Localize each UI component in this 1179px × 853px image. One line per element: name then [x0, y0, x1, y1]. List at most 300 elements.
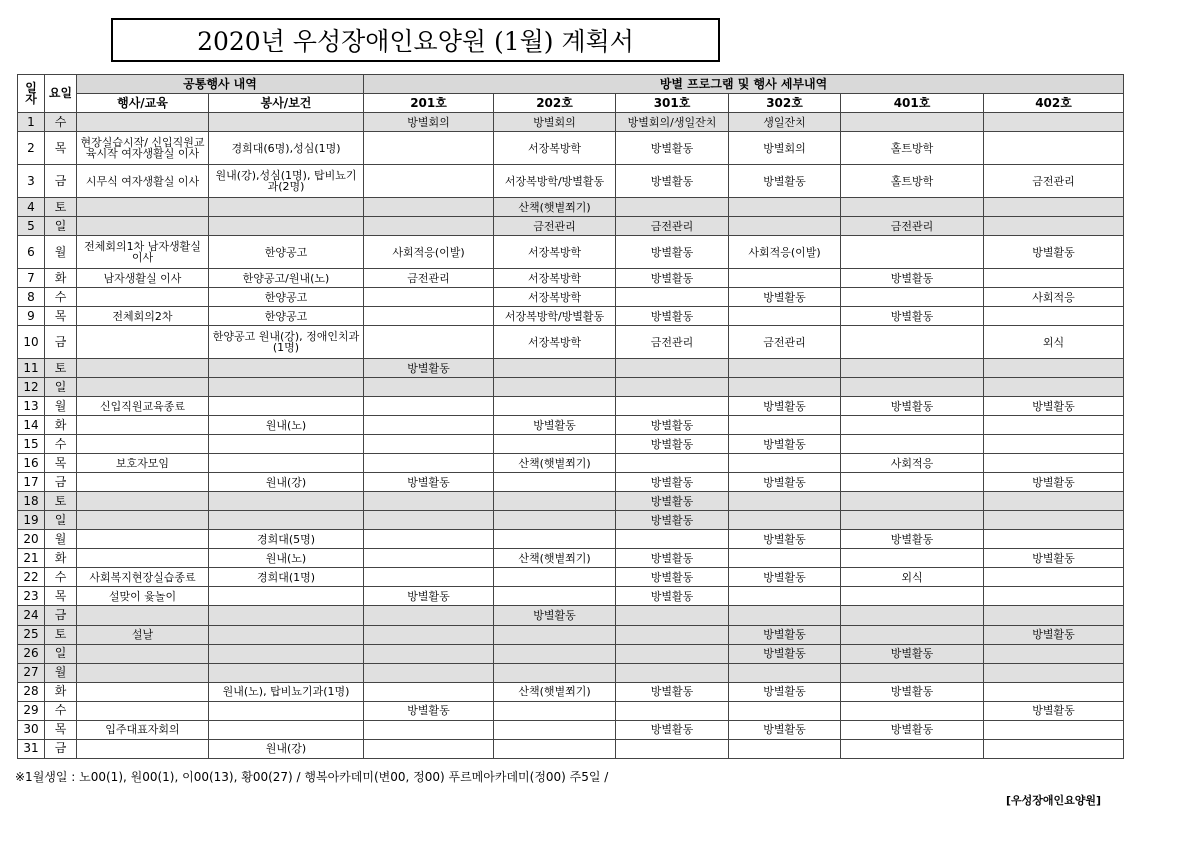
- room-401-cell: 방별활동: [841, 397, 984, 416]
- room-402-cell: [984, 435, 1124, 454]
- volunteer-health-cell: 경희대(5명): [209, 530, 364, 549]
- room-202-cell: 서장복방학: [494, 288, 616, 307]
- room-302-cell: 방별활동: [729, 397, 841, 416]
- room-401-cell: [841, 606, 984, 625]
- room-402-cell: [984, 113, 1124, 132]
- event-edu-cell: [77, 473, 209, 492]
- event-edu-cell: [77, 359, 209, 378]
- table-row: [18, 625, 1124, 644]
- room-201-cell: [364, 625, 494, 644]
- volunteer-health-cell: [209, 625, 364, 644]
- room-302-cell: [729, 416, 841, 435]
- table-row: [18, 606, 1124, 625]
- table-row: [18, 307, 1124, 326]
- weekday-cell: 수: [45, 435, 77, 454]
- room-201-cell: 방별활동: [364, 701, 494, 720]
- room-201-cell: [364, 307, 494, 326]
- room-301-cell: [616, 288, 729, 307]
- weekday-cell: 토: [45, 198, 77, 217]
- room-302-cell: [729, 549, 841, 568]
- room-201-cell: [364, 435, 494, 454]
- weekday-cell: 수: [45, 701, 77, 720]
- room-401-cell: [841, 492, 984, 511]
- room-402-cell: 방별활동: [984, 701, 1124, 720]
- weekday-cell: 토: [45, 625, 77, 644]
- room-202-cell: [494, 530, 616, 549]
- day-cell: 25: [18, 625, 45, 644]
- event-edu-cell: 설맞이 윷놀이: [77, 587, 209, 606]
- room-302-cell: 방별활동: [729, 625, 841, 644]
- event-edu-cell: 남자생활실 이사: [77, 269, 209, 288]
- day-cell: 10: [18, 326, 45, 359]
- room-402-cell: [984, 682, 1124, 701]
- room-401-cell: 방별활동: [841, 307, 984, 326]
- room-402-cell: [984, 739, 1124, 758]
- room-302-cell: [729, 511, 841, 530]
- room-201-cell: [364, 663, 494, 682]
- room-201-cell: 방별활동: [364, 473, 494, 492]
- page-title: [111, 18, 720, 62]
- room-302-cell: [729, 606, 841, 625]
- room-401-cell: [841, 587, 984, 606]
- room-302-cell: 방별활동: [729, 644, 841, 663]
- event-edu-cell: [77, 606, 209, 625]
- room-401-cell: 방별활동: [841, 682, 984, 701]
- weekday-cell: 금: [45, 606, 77, 625]
- event-edu-cell: [77, 378, 209, 397]
- event-edu-cell: 전체회의2차: [77, 307, 209, 326]
- room-302-cell: [729, 359, 841, 378]
- volunteer-health-cell: 원내(강): [209, 473, 364, 492]
- room-302-cell: [729, 269, 841, 288]
- room-301-cell: [616, 625, 729, 644]
- volunteer-health-cell: 한양공고/원내(노): [209, 269, 364, 288]
- weekday-cell: 월: [45, 236, 77, 269]
- room-401-cell: 방별활동: [841, 644, 984, 663]
- room-401-cell: [841, 663, 984, 682]
- room-402-cell: [984, 530, 1124, 549]
- day-cell: 19: [18, 511, 45, 530]
- room-301-cell: 방별활동: [616, 492, 729, 511]
- weekday-cell: 수: [45, 288, 77, 307]
- day-cell: 5: [18, 217, 45, 236]
- weekday-cell: 일: [45, 511, 77, 530]
- volunteer-health-cell: [209, 217, 364, 236]
- room-202-cell: 서장복방학/방별활동: [494, 307, 616, 326]
- room-201-cell: [364, 644, 494, 663]
- room-402-cell: [984, 720, 1124, 739]
- room-301-cell: [616, 644, 729, 663]
- table-row: [18, 113, 1124, 132]
- birthday-footnote: ※1월생일 : 노00(1), 원00(1), 이00(13), 황00(27) / 행복아카데미(변00, 정00) 푸르메아카데미(정00) 주5일 /: [15, 770, 609, 784]
- room-302-cell: [729, 587, 841, 606]
- event-edu-cell: [77, 663, 209, 682]
- weekday-cell: 월: [45, 530, 77, 549]
- room-301-cell: [616, 454, 729, 473]
- room-202-cell: 서장복방학: [494, 269, 616, 288]
- room-302-cell: 방별회의: [729, 132, 841, 165]
- table-row: [18, 549, 1124, 568]
- room-201-cell: 사회적응(이발): [364, 236, 494, 269]
- room-202-cell: [494, 473, 616, 492]
- day-cell: 18: [18, 492, 45, 511]
- room-401-cell: [841, 625, 984, 644]
- room-302-cell: 방별활동: [729, 435, 841, 454]
- room-401-cell: [841, 288, 984, 307]
- volunteer-health-cell: 원내(강),성심(1명), 탑비뇨기과(2명): [209, 165, 364, 198]
- table-row: [18, 739, 1124, 758]
- room-301-cell: [616, 198, 729, 217]
- room-301-cell: [616, 663, 729, 682]
- room-202-cell: 서장복방학/방별활동: [494, 165, 616, 198]
- room-202-cell: [494, 568, 616, 587]
- room-201-cell: [364, 568, 494, 587]
- header-room-202: 202호: [494, 94, 616, 113]
- room-201-cell: [364, 326, 494, 359]
- volunteer-health-cell: [209, 701, 364, 720]
- room-201-cell: [364, 165, 494, 198]
- weekday-cell: 목: [45, 307, 77, 326]
- table-row: [18, 473, 1124, 492]
- room-402-cell: [984, 132, 1124, 165]
- room-202-cell: 서장복방학: [494, 326, 616, 359]
- volunteer-health-cell: [209, 492, 364, 511]
- room-202-cell: 산책(햇볕쬐기): [494, 454, 616, 473]
- volunteer-health-cell: 원내(노): [209, 549, 364, 568]
- room-302-cell: 생일잔치: [729, 113, 841, 132]
- room-302-cell: 방별활동: [729, 682, 841, 701]
- header-event-edu: 행사/교육: [77, 94, 209, 113]
- room-401-cell: [841, 326, 984, 359]
- room-401-cell: 외식: [841, 568, 984, 587]
- day-cell: 17: [18, 473, 45, 492]
- room-201-cell: [364, 416, 494, 435]
- room-201-cell: [364, 198, 494, 217]
- room-301-cell: 방별활동: [616, 511, 729, 530]
- day-cell: 11: [18, 359, 45, 378]
- room-302-cell: [729, 663, 841, 682]
- room-301-cell: [616, 359, 729, 378]
- day-cell: 29: [18, 701, 45, 720]
- room-302-cell: 방별활동: [729, 165, 841, 198]
- weekday-cell: 목: [45, 720, 77, 739]
- volunteer-health-cell: 한양공고: [209, 236, 364, 269]
- header-room-301: 301호: [616, 94, 729, 113]
- weekday-cell: 목: [45, 587, 77, 606]
- room-202-cell: [494, 663, 616, 682]
- table-row: [18, 236, 1124, 269]
- room-202-cell: [494, 625, 616, 644]
- room-301-cell: [616, 378, 729, 397]
- room-401-cell: [841, 701, 984, 720]
- table-row: [18, 378, 1124, 397]
- room-402-cell: [984, 307, 1124, 326]
- weekday-cell: 일: [45, 217, 77, 236]
- room-401-cell: 홀트방학: [841, 132, 984, 165]
- header-common-group: 공통행사 내역: [77, 75, 364, 94]
- room-401-cell: [841, 549, 984, 568]
- room-301-cell: [616, 701, 729, 720]
- table-row: [18, 454, 1124, 473]
- volunteer-health-cell: 한양공고: [209, 307, 364, 326]
- room-302-cell: [729, 492, 841, 511]
- room-401-cell: [841, 416, 984, 435]
- day-cell: 8: [18, 288, 45, 307]
- volunteer-health-cell: [209, 511, 364, 530]
- room-302-cell: [729, 307, 841, 326]
- day-cell: 24: [18, 606, 45, 625]
- weekday-cell: 수: [45, 113, 77, 132]
- room-401-cell: 홀트방학: [841, 165, 984, 198]
- room-302-cell: 방별활동: [729, 720, 841, 739]
- room-301-cell: 금전관리: [616, 326, 729, 359]
- room-301-cell: 방별활동: [616, 682, 729, 701]
- plan-body: [18, 113, 1124, 759]
- room-201-cell: [364, 682, 494, 701]
- room-202-cell: [494, 492, 616, 511]
- day-cell: 2: [18, 132, 45, 165]
- volunteer-health-cell: [209, 113, 364, 132]
- room-402-cell: [984, 511, 1124, 530]
- day-cell: 27: [18, 663, 45, 682]
- room-201-cell: [364, 606, 494, 625]
- room-301-cell: 방별활동: [616, 720, 729, 739]
- room-401-cell: [841, 236, 984, 269]
- room-201-cell: 방별회의: [364, 113, 494, 132]
- room-301-cell: 방별활동: [616, 416, 729, 435]
- table-row: [18, 269, 1124, 288]
- day-cell: 12: [18, 378, 45, 397]
- volunteer-health-cell: 원내(강): [209, 739, 364, 758]
- volunteer-health-cell: [209, 198, 364, 217]
- room-201-cell: [364, 530, 494, 549]
- room-301-cell: 금전관리: [616, 217, 729, 236]
- room-401-cell: [841, 359, 984, 378]
- room-401-cell: [841, 378, 984, 397]
- day-cell: 1: [18, 113, 45, 132]
- volunteer-health-cell: 한양공고 원내(강), 정애인치과(1명): [209, 326, 364, 359]
- room-401-cell: 사회적응: [841, 454, 984, 473]
- table-row: [18, 511, 1124, 530]
- weekday-cell: 토: [45, 492, 77, 511]
- weekday-cell: 화: [45, 416, 77, 435]
- room-201-cell: [364, 720, 494, 739]
- table-row: [18, 288, 1124, 307]
- day-cell: 7: [18, 269, 45, 288]
- day-cell: 9: [18, 307, 45, 326]
- event-edu-cell: [77, 113, 209, 132]
- event-edu-cell: [77, 326, 209, 359]
- room-201-cell: [364, 549, 494, 568]
- day-cell: 21: [18, 549, 45, 568]
- day-cell: 26: [18, 644, 45, 663]
- header-room-201: 201호: [364, 94, 494, 113]
- room-202-cell: 방별활동: [494, 416, 616, 435]
- room-401-cell: [841, 435, 984, 454]
- room-402-cell: [984, 454, 1124, 473]
- room-301-cell: 방별활동: [616, 587, 729, 606]
- room-201-cell: [364, 288, 494, 307]
- table-row: [18, 359, 1124, 378]
- room-301-cell: 방별활동: [616, 132, 729, 165]
- event-edu-cell: [77, 416, 209, 435]
- table-row: [18, 165, 1124, 198]
- room-301-cell: 방별회의/생일잔치: [616, 113, 729, 132]
- page-title-text: 2020년 우성장애인요양원 (1월) 계획서: [197, 27, 634, 56]
- room-402-cell: [984, 492, 1124, 511]
- room-202-cell: 서장복방학: [494, 236, 616, 269]
- weekday-cell: 금: [45, 165, 77, 198]
- event-edu-cell: 시무식 여자생활실 이사: [77, 165, 209, 198]
- room-201-cell: [364, 397, 494, 416]
- room-202-cell: 방별활동: [494, 606, 616, 625]
- header-weekday: 요일: [45, 75, 77, 113]
- day-cell: 28: [18, 682, 45, 701]
- room-201-cell: [364, 217, 494, 236]
- volunteer-health-cell: 경희대(1명): [209, 568, 364, 587]
- room-302-cell: [729, 198, 841, 217]
- event-edu-cell: [77, 492, 209, 511]
- weekday-cell: 월: [45, 397, 77, 416]
- weekday-cell: 화: [45, 269, 77, 288]
- volunteer-health-cell: 경희대(6명),성심(1명): [209, 132, 364, 165]
- event-edu-cell: [77, 549, 209, 568]
- weekday-cell: 월: [45, 663, 77, 682]
- table-row: [18, 682, 1124, 701]
- organization-signature: [우성장애인요양원]: [1006, 794, 1102, 807]
- day-cell: 30: [18, 720, 45, 739]
- table-row: [18, 587, 1124, 606]
- event-edu-cell: [77, 435, 209, 454]
- event-edu-cell: 입주대표자회의: [77, 720, 209, 739]
- table-row: [18, 530, 1124, 549]
- room-301-cell: 방별활동: [616, 236, 729, 269]
- table-row: [18, 397, 1124, 416]
- event-edu-cell: 사회복지현장실습종료: [77, 568, 209, 587]
- event-edu-cell: 보호자모임: [77, 454, 209, 473]
- room-302-cell: 금전관리: [729, 326, 841, 359]
- header-room-401: 401호: [841, 94, 984, 113]
- header-room-302: 302호: [729, 94, 841, 113]
- room-202-cell: 산책(햇볕쬐기): [494, 549, 616, 568]
- room-202-cell: [494, 359, 616, 378]
- room-301-cell: 방별활동: [616, 473, 729, 492]
- room-202-cell: 서장복방학: [494, 132, 616, 165]
- volunteer-health-cell: [209, 606, 364, 625]
- room-301-cell: 방별활동: [616, 568, 729, 587]
- event-edu-cell: 설날: [77, 625, 209, 644]
- day-cell: 20: [18, 530, 45, 549]
- room-402-cell: [984, 378, 1124, 397]
- room-402-cell: [984, 269, 1124, 288]
- room-402-cell: [984, 663, 1124, 682]
- event-edu-cell: 전체회의1차 남자생활실 이사: [77, 236, 209, 269]
- event-edu-cell: [77, 288, 209, 307]
- event-edu-cell: [77, 530, 209, 549]
- room-301-cell: 방별활동: [616, 165, 729, 198]
- room-202-cell: 금전관리: [494, 217, 616, 236]
- room-202-cell: [494, 720, 616, 739]
- room-301-cell: [616, 530, 729, 549]
- event-edu-cell: [77, 739, 209, 758]
- header-room-402: 402호: [984, 94, 1124, 113]
- day-cell: 23: [18, 587, 45, 606]
- room-201-cell: [364, 132, 494, 165]
- volunteer-health-cell: 원내(노), 탑비뇨기과(1명): [209, 682, 364, 701]
- volunteer-health-cell: [209, 359, 364, 378]
- room-402-cell: 방별활동: [984, 549, 1124, 568]
- volunteer-health-cell: [209, 454, 364, 473]
- volunteer-health-cell: [209, 435, 364, 454]
- room-402-cell: [984, 416, 1124, 435]
- weekday-cell: 목: [45, 132, 77, 165]
- room-202-cell: [494, 511, 616, 530]
- room-401-cell: [841, 511, 984, 530]
- room-402-cell: [984, 587, 1124, 606]
- room-402-cell: [984, 359, 1124, 378]
- volunteer-health-cell: 원내(노): [209, 416, 364, 435]
- room-202-cell: [494, 397, 616, 416]
- weekday-cell: 목: [45, 454, 77, 473]
- volunteer-health-cell: [209, 587, 364, 606]
- room-302-cell: 방별활동: [729, 288, 841, 307]
- event-edu-cell: 신입직원교육종료: [77, 397, 209, 416]
- volunteer-health-cell: [209, 720, 364, 739]
- room-402-cell: 사회적응: [984, 288, 1124, 307]
- room-402-cell: [984, 568, 1124, 587]
- room-302-cell: 방별활동: [729, 530, 841, 549]
- event-edu-cell: [77, 644, 209, 663]
- room-201-cell: [364, 454, 494, 473]
- room-402-cell: 외식: [984, 326, 1124, 359]
- room-402-cell: [984, 644, 1124, 663]
- room-301-cell: [616, 739, 729, 758]
- volunteer-health-cell: [209, 663, 364, 682]
- room-202-cell: [494, 701, 616, 720]
- table-row: [18, 198, 1124, 217]
- room-202-cell: 산책(햇볕쬐기): [494, 682, 616, 701]
- volunteer-health-cell: [209, 397, 364, 416]
- weekday-cell: 일: [45, 644, 77, 663]
- volunteer-health-cell: 한양공고: [209, 288, 364, 307]
- table-row: [18, 326, 1124, 359]
- header-room-group: 방별 프로그램 및 행사 세부내역: [364, 75, 1124, 94]
- weekday-cell: 화: [45, 549, 77, 568]
- day-cell: 31: [18, 739, 45, 758]
- day-cell: 4: [18, 198, 45, 217]
- table-row: [18, 701, 1124, 720]
- weekday-cell: 일: [45, 378, 77, 397]
- room-401-cell: [841, 198, 984, 217]
- room-201-cell: [364, 378, 494, 397]
- header-day: 일자: [18, 75, 45, 113]
- room-302-cell: 방별활동: [729, 568, 841, 587]
- room-301-cell: 방별활동: [616, 269, 729, 288]
- event-edu-cell: [77, 682, 209, 701]
- table-row: [18, 416, 1124, 435]
- weekday-cell: 금: [45, 739, 77, 758]
- table-row: [18, 663, 1124, 682]
- room-402-cell: [984, 606, 1124, 625]
- room-201-cell: 방별활동: [364, 587, 494, 606]
- day-cell: 3: [18, 165, 45, 198]
- table-row: [18, 720, 1124, 739]
- room-402-cell: [984, 198, 1124, 217]
- room-302-cell: [729, 454, 841, 473]
- room-202-cell: [494, 739, 616, 758]
- room-302-cell: 방별활동: [729, 473, 841, 492]
- room-302-cell: 사회적응(이발): [729, 236, 841, 269]
